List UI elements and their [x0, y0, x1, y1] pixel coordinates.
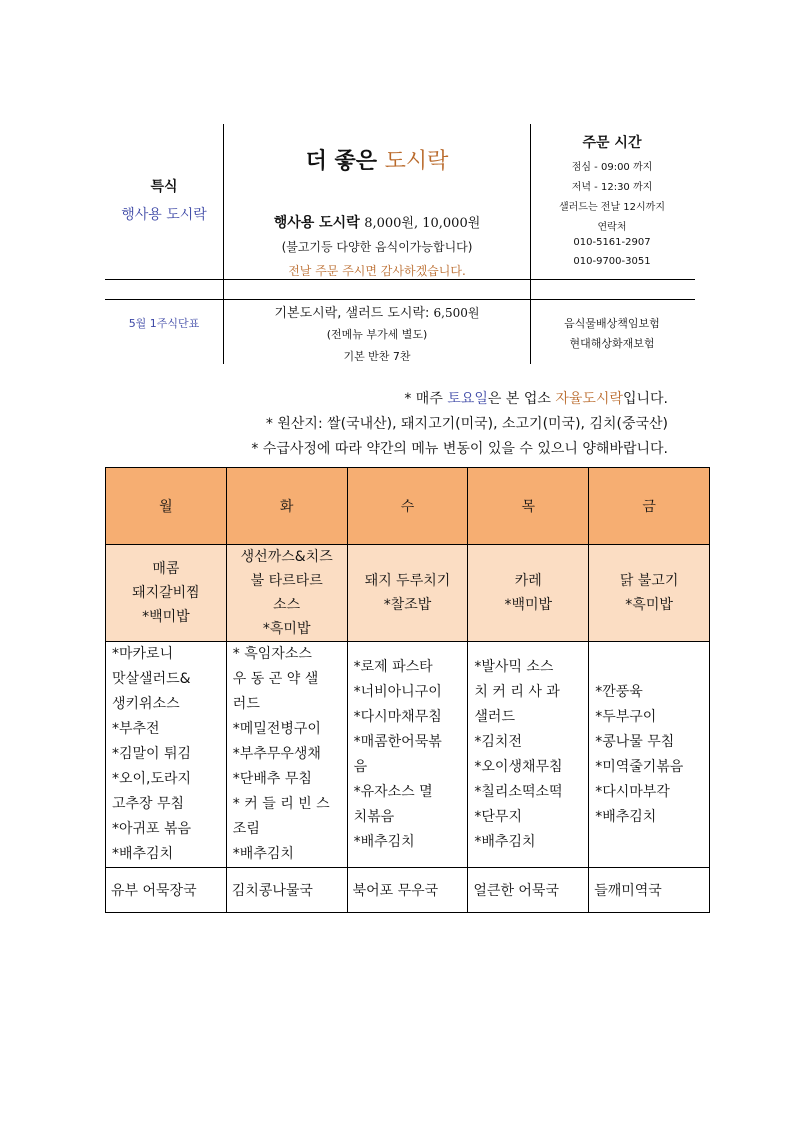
- basic-label: 기본도시락, 샐러드 도시락:: [274, 306, 430, 321]
- side-item: 생키위소스: [112, 696, 180, 712]
- order-salad: 샐러드는 전날 12시까지: [558, 202, 666, 213]
- side-item: *깐풍육: [595, 683, 643, 700]
- sides-thu: [468, 642, 589, 868]
- contact-phone-1: 010-5161-2907: [573, 237, 651, 248]
- order-lunch: 점심 - 09:00 까지: [571, 162, 653, 173]
- event-line: [224, 212, 530, 232]
- notice-saturday-day: 토요일: [447, 391, 488, 407]
- contact-label: 연락처: [597, 222, 627, 233]
- sides-wed: [347, 642, 468, 868]
- side-item: *너비아니구이: [353, 683, 442, 700]
- side-item: *다시마부각: [595, 783, 670, 800]
- main-thu: [468, 545, 589, 642]
- day-fri: 금: [589, 468, 710, 545]
- soup-tue: 김치콩나물국: [226, 868, 347, 913]
- notice-saturday-c: 은 본 업소: [487, 391, 556, 407]
- sides-tue: [226, 642, 347, 868]
- insurance-line-1: 음식물배상책임보험: [564, 317, 660, 330]
- brand-prefix: 더 좋은: [305, 149, 377, 174]
- main-line: 돼지 두루치기: [364, 573, 451, 589]
- side-item: *로제 파스타: [353, 658, 433, 675]
- main-line: 소스: [273, 597, 301, 613]
- side-item: *다시마채무침: [353, 708, 442, 725]
- side-item: *매콤한어묵볶: [353, 733, 442, 750]
- notice-change: * 수급사정에 따라 약간의 메뉴 변동이 있을 수 있으니 양해바랍니다.: [251, 441, 668, 457]
- sides-mon: [106, 642, 227, 868]
- soup-mon: 유부 어묵장국: [106, 868, 227, 913]
- notice-origin: * 원산지: 쌀(국내산), 돼지고기(미국), 소고기(미국), 김치(중국산): [265, 416, 668, 432]
- main-line: *흑미밥: [262, 621, 311, 637]
- basic-sides: 기본 반찬 7찬: [343, 350, 411, 363]
- side-item: *배추김치: [474, 833, 536, 850]
- notice-saturday-a: * 매주: [404, 391, 448, 407]
- side-item: * 커 들 리 빈 스: [232, 796, 330, 812]
- side-item: *김치전: [474, 733, 522, 750]
- side-item: *단무지: [474, 808, 522, 825]
- basic-line: [224, 302, 530, 321]
- side-item: *발사믹 소스: [474, 658, 554, 675]
- side-item: *칠리소떡소떡: [474, 783, 563, 800]
- side-item: 치볶음: [353, 808, 395, 825]
- side-item: *배추김치: [232, 846, 294, 862]
- basic-price: 6,500원: [433, 306, 480, 320]
- special-subtitle: 행사용 도시락: [121, 207, 207, 223]
- main-dish-row: [106, 545, 710, 642]
- soup-fri: 들깨미역국: [589, 868, 710, 913]
- header-rule-bottom: [105, 299, 695, 300]
- day-mon: 월: [106, 468, 227, 545]
- soup-wed: 북어포 무우국: [347, 868, 468, 913]
- main-line: 매콤: [152, 561, 180, 577]
- side-item: 고추장 무침: [112, 796, 185, 812]
- notice-saturday-free: 자율도시락: [555, 391, 623, 407]
- side-item: *미역줄기볶음: [595, 758, 684, 775]
- side-item: 샐러드: [474, 708, 515, 725]
- side-item: 음: [353, 758, 368, 775]
- side-item: 치 커 리 사 과: [474, 683, 560, 700]
- side-item: *단배추 무침: [232, 771, 312, 787]
- main-line: 닭 불고기: [619, 573, 679, 589]
- day-tue: 화: [226, 468, 347, 545]
- contact-phone-2: 010-9700-3051: [573, 256, 651, 267]
- header-rule-top: [105, 279, 695, 280]
- side-item: *콩나물 무침: [595, 733, 675, 750]
- side-item: * 흑임자소스: [232, 646, 312, 662]
- side-item: *마카로니: [112, 646, 174, 662]
- main-line: *흑미밥: [625, 597, 673, 613]
- day-thu: 목: [468, 468, 589, 545]
- week-label: 5월 1주식단표: [128, 317, 200, 330]
- order-time-title: 주문 시간: [582, 135, 642, 151]
- side-item: *오이,도라지: [112, 771, 192, 787]
- event-note: (불고기등 다양한 음식이가능합니다): [281, 240, 473, 254]
- side-item: 우 동 곤 약 샐: [232, 671, 319, 687]
- side-item: *배추김치: [353, 833, 415, 850]
- side-item: *김말이 튀김: [112, 746, 192, 762]
- brand-accent: 도시락: [384, 149, 449, 174]
- sides-fri: [589, 642, 710, 868]
- basic-vat: (전메뉴 부가세 별도): [326, 328, 428, 341]
- main-line: 불 타르타르: [250, 573, 323, 589]
- order-dinner: 저녁 - 12:30 까지: [571, 182, 653, 193]
- main-line: *백미밥: [504, 597, 553, 613]
- soup-row: [106, 868, 710, 913]
- day-header-row: [106, 468, 710, 545]
- insurance-line-2: 현대해상화재보험: [569, 337, 655, 350]
- event-price: 8,000원, 10,000원: [364, 216, 481, 231]
- side-dish-row: [106, 642, 710, 868]
- main-line: 카레: [514, 573, 542, 589]
- event-label: 행사용 도시락: [273, 215, 360, 231]
- soup-thu: 얼큰한 어묵국: [468, 868, 589, 913]
- event-thanks: 전날 주문 주시면 감사하겠습니다.: [288, 264, 466, 278]
- main-line: *찰조밥: [383, 597, 432, 613]
- side-item: *부추무우생채: [232, 746, 321, 762]
- main-fri: [589, 545, 710, 642]
- notice-saturday-e: 입니다.: [622, 391, 668, 407]
- side-item: *유자소스 멸: [353, 783, 433, 800]
- brand-title: [224, 144, 530, 175]
- side-item: *메밀전병구이: [232, 721, 321, 737]
- day-wed: 수: [347, 468, 468, 545]
- side-item: *아귀포 볶음: [112, 821, 192, 837]
- side-item: *배추김치: [595, 808, 657, 825]
- side-item: *배추김치: [112, 846, 174, 862]
- side-item: *오이생채무침: [474, 758, 563, 775]
- side-item: 맛살샐러드&: [112, 671, 191, 687]
- side-item: *두부구이: [595, 708, 657, 725]
- main-line: 돼지갈비찜: [132, 585, 200, 601]
- main-wed: [347, 545, 468, 642]
- side-item: *부추전: [112, 721, 160, 737]
- main-mon: [106, 545, 227, 642]
- notice-saturday: [404, 388, 668, 408]
- side-item: 조림: [232, 821, 260, 837]
- main-line: *백미밥: [142, 609, 190, 625]
- special-title: 특식: [150, 179, 178, 195]
- main-line: 생선까스&치즈: [240, 549, 333, 565]
- side-item: 러드: [232, 696, 260, 712]
- main-tue: [226, 545, 347, 642]
- weekly-menu-table: [105, 467, 710, 913]
